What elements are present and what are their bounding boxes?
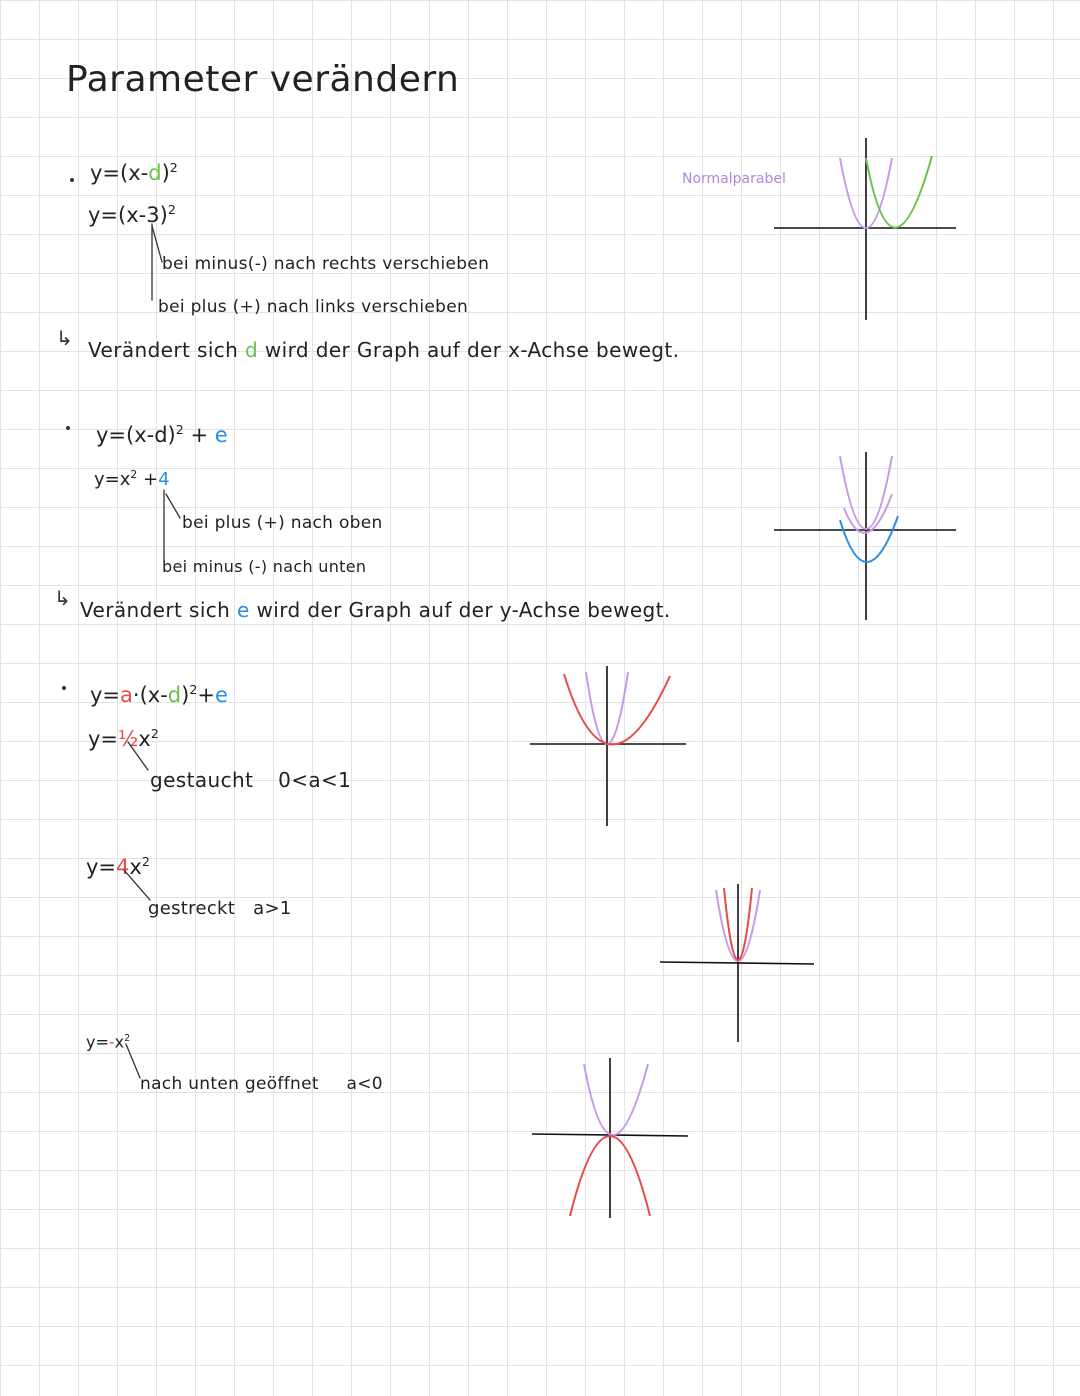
condition: a>1 bbox=[253, 898, 292, 919]
connector-line bbox=[126, 1044, 140, 1078]
note-text: gestreckt bbox=[148, 898, 236, 919]
graph-shift-y bbox=[774, 446, 958, 622]
exponent: 2 bbox=[167, 202, 176, 217]
section1-note-plus: bei plus (+) nach links verschieben bbox=[158, 297, 469, 317]
formula-text: y=x bbox=[94, 469, 131, 490]
note-text: gestaucht bbox=[150, 768, 254, 792]
formula-text: ) bbox=[161, 161, 170, 185]
exponent: 2 bbox=[169, 160, 178, 175]
exponent: 2 bbox=[150, 726, 159, 741]
param-a-value: - bbox=[108, 1032, 115, 1052]
shifted-parabola-e-up bbox=[844, 494, 892, 533]
example-value: 3 bbox=[146, 203, 160, 227]
formula-text: y= bbox=[86, 1032, 109, 1052]
plus-sign: + bbox=[197, 683, 215, 707]
condition: 0<a<1 bbox=[278, 768, 352, 792]
plus-sign: + bbox=[143, 469, 159, 490]
formula-text: x bbox=[138, 727, 151, 751]
arrow-icon: ↳ bbox=[56, 326, 73, 350]
connector-line bbox=[166, 494, 180, 518]
formula-text: y=(x- bbox=[90, 161, 149, 185]
exponent: 2 bbox=[141, 854, 150, 869]
formula-text: y= bbox=[86, 855, 117, 879]
summary-text: wird der Graph auf der y-Achse bewegt. bbox=[256, 598, 671, 622]
formula-text: y=(x-d) bbox=[96, 423, 176, 447]
graph-stretched bbox=[660, 882, 816, 1044]
graph-shift-x bbox=[774, 134, 958, 324]
formula-text: x bbox=[129, 855, 142, 879]
section1-note-minus: bei minus(-) nach rechts verschieben bbox=[162, 254, 490, 274]
param-a-value: ½ bbox=[118, 727, 139, 751]
graph-opened-down bbox=[532, 1056, 690, 1220]
note-text: nach unten geöffnet bbox=[140, 1074, 319, 1094]
formula-text: y= bbox=[88, 727, 119, 751]
section2-note-minus: bei minus (-) nach unten bbox=[162, 557, 367, 576]
param-a-value: 4 bbox=[116, 855, 130, 879]
plus-sign: + bbox=[190, 423, 209, 447]
graph-compressed bbox=[530, 664, 688, 828]
section2-note-plus: bei plus (+) nach oben bbox=[182, 513, 383, 533]
param-a: a bbox=[120, 683, 133, 707]
formula-text: ) bbox=[181, 683, 190, 707]
formula-text: y= bbox=[90, 683, 121, 707]
page-title: Parameter verändern bbox=[66, 59, 460, 100]
connector-line bbox=[124, 870, 150, 900]
connector-line bbox=[152, 226, 162, 262]
formula-text: ·(x- bbox=[132, 683, 168, 707]
formula-text: ) bbox=[159, 203, 168, 227]
param-e: e bbox=[214, 423, 228, 447]
exponent: 2 bbox=[175, 422, 184, 437]
arrow-icon: ↳ bbox=[54, 586, 71, 610]
summary-text: wird der Graph auf der x-Achse bewegt. bbox=[264, 338, 680, 362]
param-d: d bbox=[167, 683, 182, 707]
param-d: d bbox=[245, 338, 259, 362]
param-e-value: 4 bbox=[158, 469, 170, 490]
x-axis bbox=[660, 962, 814, 964]
formula-text: y=(x- bbox=[88, 203, 147, 227]
condition: a<0 bbox=[346, 1074, 383, 1094]
formula-text: x bbox=[114, 1032, 125, 1052]
param-e: e bbox=[214, 683, 228, 707]
param-d: d bbox=[148, 161, 162, 185]
normal-parabola bbox=[584, 1064, 648, 1135]
exponent: 2 bbox=[130, 468, 138, 481]
connector-line bbox=[128, 742, 148, 770]
shifted-parabola-e-down bbox=[840, 516, 898, 562]
normalparabel-label: Normalparabel bbox=[682, 171, 786, 187]
param-e: e bbox=[237, 598, 250, 622]
exponent: 2 bbox=[124, 1033, 131, 1044]
summary-text: Verändert sich bbox=[88, 338, 239, 362]
summary-text: Verändert sich bbox=[80, 598, 231, 622]
compressed-parabola-a bbox=[564, 674, 670, 745]
exponent: 2 bbox=[189, 682, 198, 697]
